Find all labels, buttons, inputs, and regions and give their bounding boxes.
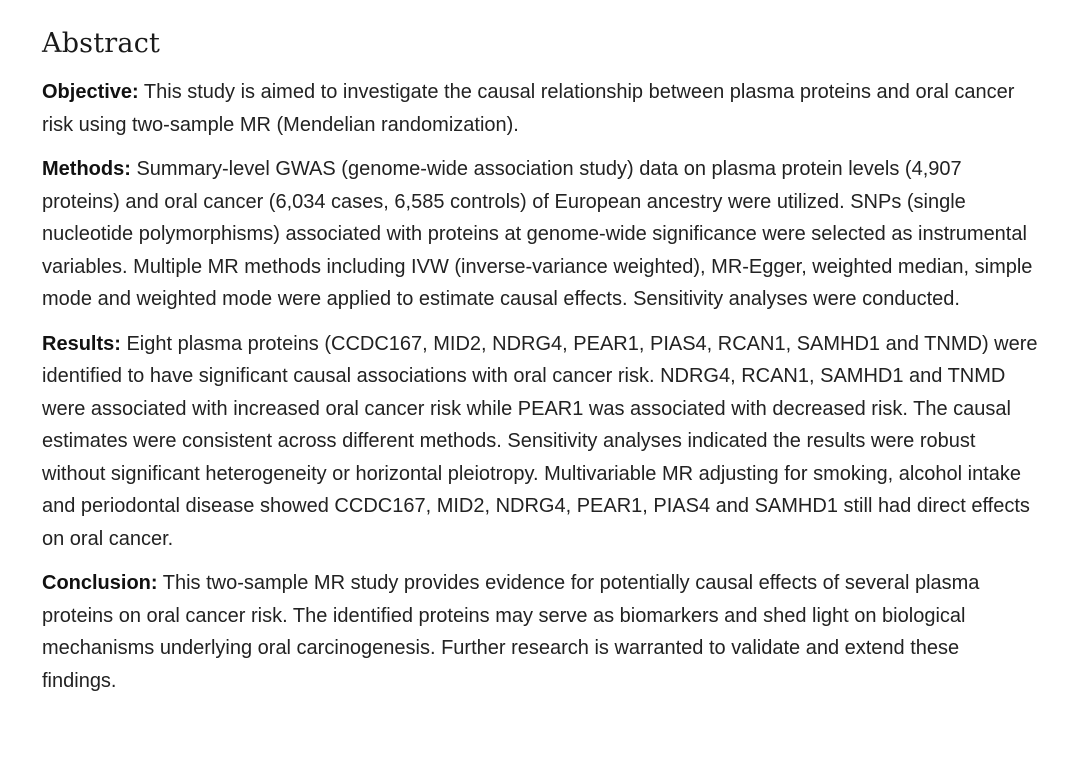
methods-text: Summary-level GWAS (genome-wide association study) data on plasma protein levels (4,907 proteins) and oral cancer (6,034 cases, 6,585 controls) of European ancestry were utilized. SNPs (single nucleotide polymorphisms) associated with proteins at genome-wide significance were selected as instrumental variables. Multiple MR methods including IVW (inverse-variance weighted), MR-Egger, weighted median, simple mode and weighted mode were applied to estimate causal effects. Sensitivity analyses were conducted. [42,158,1033,311]
objective-section [42,76,1038,141]
conclusion-section [42,567,1038,697]
results-text: Eight plasma proteins (CCDC167, MID2, NDRG4, PEAR1, PIAS4, RCAN1, SAMHD1 and TNMD) were identified to have significant causal associations with oral cancer risk. NDRG4, RCAN1, SAMHD1 and TNMD were associated with increased oral cancer risk while PEAR1 was associated with decreased risk. The causal estimates were consistent across different methods. Sensitivity analyses indicated the results were robust without significant heterogeneity or horizontal pleiotropy. Multivariable MR adjusting for smoking, alcohol intake and periodontal disease showed CCDC167, MID2, NDRG4, PEAR1, PIAS4 and SAMHD1 still had direct effects on oral cancer. [42,332,1038,550]
methods-section [42,153,1038,316]
objective-label: Objective: [42,81,139,104]
conclusion-text: This two-sample MR study provides evidence for potentially causal effects of several plasma proteins on oral cancer risk. The identified proteins may serve as biomarkers and shed light on biological mechanisms underlying oral carcinogenesis. Further research is warranted to validate and extend these findings. [42,572,980,692]
conclusion-label: Conclusion: [42,572,158,595]
results-section [42,328,1038,556]
methods-label: Methods: [42,158,131,181]
abstract-heading: Abstract [42,28,161,59]
objective-text: This study is aimed to investigate the causal relationship between plasma proteins and oral cancer risk using two-sample MR (Mendelian randomization). [42,81,1015,136]
results-label: Results: [42,332,121,355]
